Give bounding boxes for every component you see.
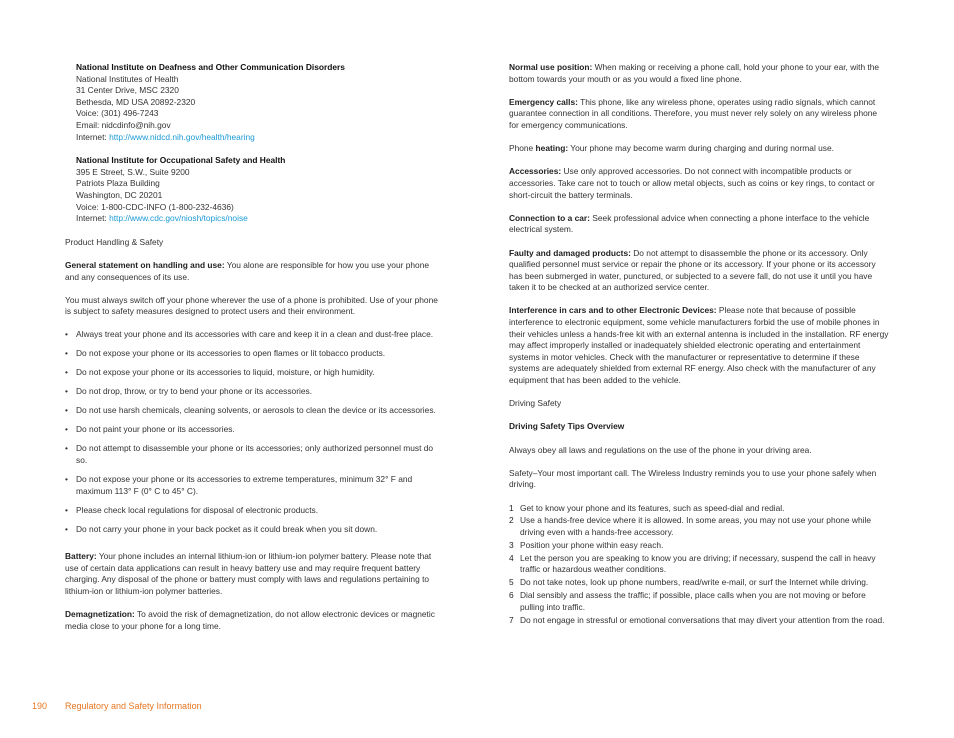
footer-section-title: Regulatory and Safety Information xyxy=(65,701,202,711)
tip-text: Position your phone within easy reach. xyxy=(520,539,664,550)
interference-text: Please note that because of possible interference to electronic equipment, some vehicle manufacturers forbid the use of mobile phones in their vehicles unless a hands-free kit with an external antenna is included in the installation. RF energy may affect improperly installed or inadequately shielded electronic operating and entertainment systems in motor vehicles. Check with the manufacturer or representative to determine if these systems are adequately shielded from external RF energy. Also check with the manufacturer of any equipment that has been added to the vehicle. xyxy=(509,305,889,386)
faulty-products-term: Faulty and damaged products: xyxy=(509,247,631,258)
list-item: • Do not use harsh chemicals, cleaning solvents, or aerosols to clean the device or its accessories. xyxy=(65,405,445,417)
accessories-text: Use only approved accessories. Do not connect with incompatible products or accessories. Take care not to touch or allow metal objects, such as coins or key rings, to contact or short-circuit the battery terminals. xyxy=(509,166,875,200)
tip-number: 6 xyxy=(509,590,514,601)
list-item: • Do not paint your phone or its accessories. xyxy=(65,424,445,436)
internet-line xyxy=(76,132,445,144)
page-footer xyxy=(32,701,202,711)
phone-heating-text: Your phone may become warm during charging and during normal use. xyxy=(568,143,834,154)
section-title-driving-safety: Driving Safety xyxy=(509,398,562,409)
address-line: Washington, DC 20201 xyxy=(76,189,163,200)
list-item: • Do not attempt to disassemble your phone or its accessories; only authorized personnel must do so. xyxy=(65,443,445,466)
right-column xyxy=(509,62,889,628)
list-item xyxy=(509,615,889,627)
general-statement xyxy=(65,260,445,283)
address-niosh xyxy=(76,155,445,225)
emergency-calls-paragraph xyxy=(509,97,889,132)
list-item: • Do not expose your phone or its accessories to extreme temperatures, minimum 32° F and maximum 113° F (0° C to 45° C). xyxy=(65,474,445,497)
list-item: • Do not carry your phone in your back pocket as it could break when you sit down. xyxy=(65,524,445,536)
accessories-paragraph xyxy=(509,166,889,201)
address-line: 31 Center Drive, MSC 2320 xyxy=(76,85,179,96)
niosh-link[interactable]: http://www.cdc.gov/niosh/topics/noise xyxy=(109,213,248,224)
switch-off-paragraph: You must always switch off your phone wherever the use of a phone is prohibited. Use of your phone is subject to safety measures designed to protect users and their environment. xyxy=(65,294,438,317)
tip-text: Do not take notes, look up phone numbers, read/write e-mail, or surf the Internet while driving. xyxy=(520,577,869,588)
phone-heating-pre: Phone xyxy=(509,143,536,154)
tip-number: 4 xyxy=(509,552,514,563)
normal-use-term: Normal use position: xyxy=(509,62,593,72)
page-number: 190 xyxy=(32,701,48,711)
normal-use-paragraph xyxy=(509,62,889,85)
tip-text: Let the person you are speaking to know you are driving; if necessary, suspend the call in heavy traffic or hazardous weather conditions. xyxy=(520,552,876,575)
emergency-calls-text: This phone, like any wireless phone, operates using radio signals, which cannot guarantee connection in all conditions. Therefore, you must never rely solely on any wireless phone for emergency communications. xyxy=(509,96,878,130)
address-line: National Institutes of Health xyxy=(76,73,179,84)
phone-heating-term: heating: xyxy=(535,143,569,154)
accessories-term: Accessories: xyxy=(509,166,562,177)
list-item xyxy=(509,515,889,538)
demagnetization-paragraph xyxy=(65,609,445,632)
tip-number: 1 xyxy=(509,502,514,513)
list-item xyxy=(509,540,889,552)
voice-line: Voice: (301) 496-7243 xyxy=(76,108,159,119)
tip-text: Get to know your phone and its features, such as speed-dial and redial. xyxy=(520,502,785,513)
tip-number: 2 xyxy=(509,515,514,526)
interference-paragraph xyxy=(509,305,889,386)
driving-tips-list xyxy=(509,503,889,627)
general-statement-text: You alone are responsible for how you use your phone and any consequences of its use. xyxy=(65,259,430,282)
list-item: • Do not expose your phone or its accessories to liquid, moisture, or high humidity. xyxy=(65,367,445,379)
demagnetization-term: Demagnetization: xyxy=(65,609,135,620)
left-column xyxy=(65,62,445,644)
handling-bullet-list xyxy=(65,329,445,535)
email-line: Email: nidcdinfo@nih.gov xyxy=(76,119,171,130)
faulty-products-paragraph xyxy=(509,248,889,294)
interference-term: Interference in cars and to other Electronic Devices: xyxy=(509,305,717,316)
address-line: Bethesda, MD USA 20892-2320 xyxy=(76,96,196,107)
list-item xyxy=(509,577,889,589)
nidcd-link[interactable]: http://www.nidcd.nih.gov/health/hearing xyxy=(109,131,255,142)
obey-laws-paragraph: Always obey all laws and regulations on the use of the phone in your driving area. xyxy=(509,444,812,455)
list-item xyxy=(509,590,889,613)
tip-text: Use a hands-free device where it is allowed. In some areas, you may not use your phone while driving even with a hands-free accessory. xyxy=(520,515,872,538)
internet-label: Internet: xyxy=(76,213,110,224)
tip-number: 3 xyxy=(509,539,514,550)
list-item: • Do not expose your phone or its accessories to open flames or lit tobacco products. xyxy=(65,348,445,360)
tip-text: Dial sensibly and assess the traffic; if possible, place calls when you are not moving or before pulling into traffic. xyxy=(520,590,866,612)
tip-number: 5 xyxy=(509,577,514,588)
faulty-products-text: Do not attempt to disassemble the phone or its accessory. Only qualified personnel must service or repair the phone or its accessory. If your phone or its accessory has been submerged in water, punctured, or subjected to a severe fall, do not use it until you have taken it to be checked at an authorized service center. xyxy=(509,247,876,293)
list-item xyxy=(509,503,889,515)
section-title-product-handling: Product Handling & Safety xyxy=(65,236,164,247)
car-connection-text: Seek professional advice when connecting a phone interface to the vehicle electrical system. xyxy=(509,212,870,235)
general-statement-term: General statement on handling and use: xyxy=(65,259,225,270)
tip-number: 7 xyxy=(509,614,514,625)
internet-label: Internet: xyxy=(76,131,110,142)
org-name: National Institute on Deafness and Other Communication Disorders xyxy=(76,62,345,72)
car-connection-paragraph xyxy=(509,213,889,236)
tip-text: Do not engage in stressful or emotional conversations that may divert your attention from the road. xyxy=(520,614,885,625)
internet-line xyxy=(76,213,445,225)
org-name: National Institute for Occupational Safety and Health xyxy=(76,155,286,166)
address-line: 395 E Street, S.W., Suite 9200 xyxy=(76,166,190,177)
safety-call-paragraph: Safety–Your most important call. The Wireless Industry reminds you to use your phone safely when driving. xyxy=(509,467,877,490)
normal-use-text: When making or receiving a phone call, hold your phone to your ear, with the bottom towards your mouth or as you would a fixed line phone. xyxy=(509,62,880,84)
subsection-title-tips: Driving Safety Tips Overview xyxy=(509,421,625,432)
battery-paragraph xyxy=(65,551,445,597)
voice-line: Voice: 1-800-CDC-INFO (1-800-232-4636) xyxy=(76,201,234,212)
battery-text: Your phone includes an internal lithium-ion or lithium-ion polymer battery. Please note that use of certain data applications can result in heavy battery use and may require frequent battery charging. Any disposal of the phone or battery must comply with laws and regulations pertaining to lithium-ion or lithium-ion polymer batteries. xyxy=(65,551,432,596)
demagnetization-text: To avoid the risk of demagnetization, do not allow electronic devices or magnetic media close to your phone for a long time. xyxy=(65,609,435,631)
list-item: • Do not drop, throw, or try to bend your phone or its accessories. xyxy=(65,386,445,398)
list-item: • Always treat your phone and its accessories with care and keep it in a clean and dust-free place. xyxy=(65,329,445,341)
phone-heating-paragraph xyxy=(509,143,889,155)
list-item: • Please check local regulations for disposal of electronic products. xyxy=(65,505,445,517)
battery-term: Battery: xyxy=(65,551,97,562)
address-line: Patriots Plaza Building xyxy=(76,178,160,189)
emergency-calls-term: Emergency calls: xyxy=(509,96,578,107)
list-item xyxy=(509,553,889,576)
car-connection-term: Connection to a car: xyxy=(509,212,590,223)
address-nidcd xyxy=(76,62,445,143)
